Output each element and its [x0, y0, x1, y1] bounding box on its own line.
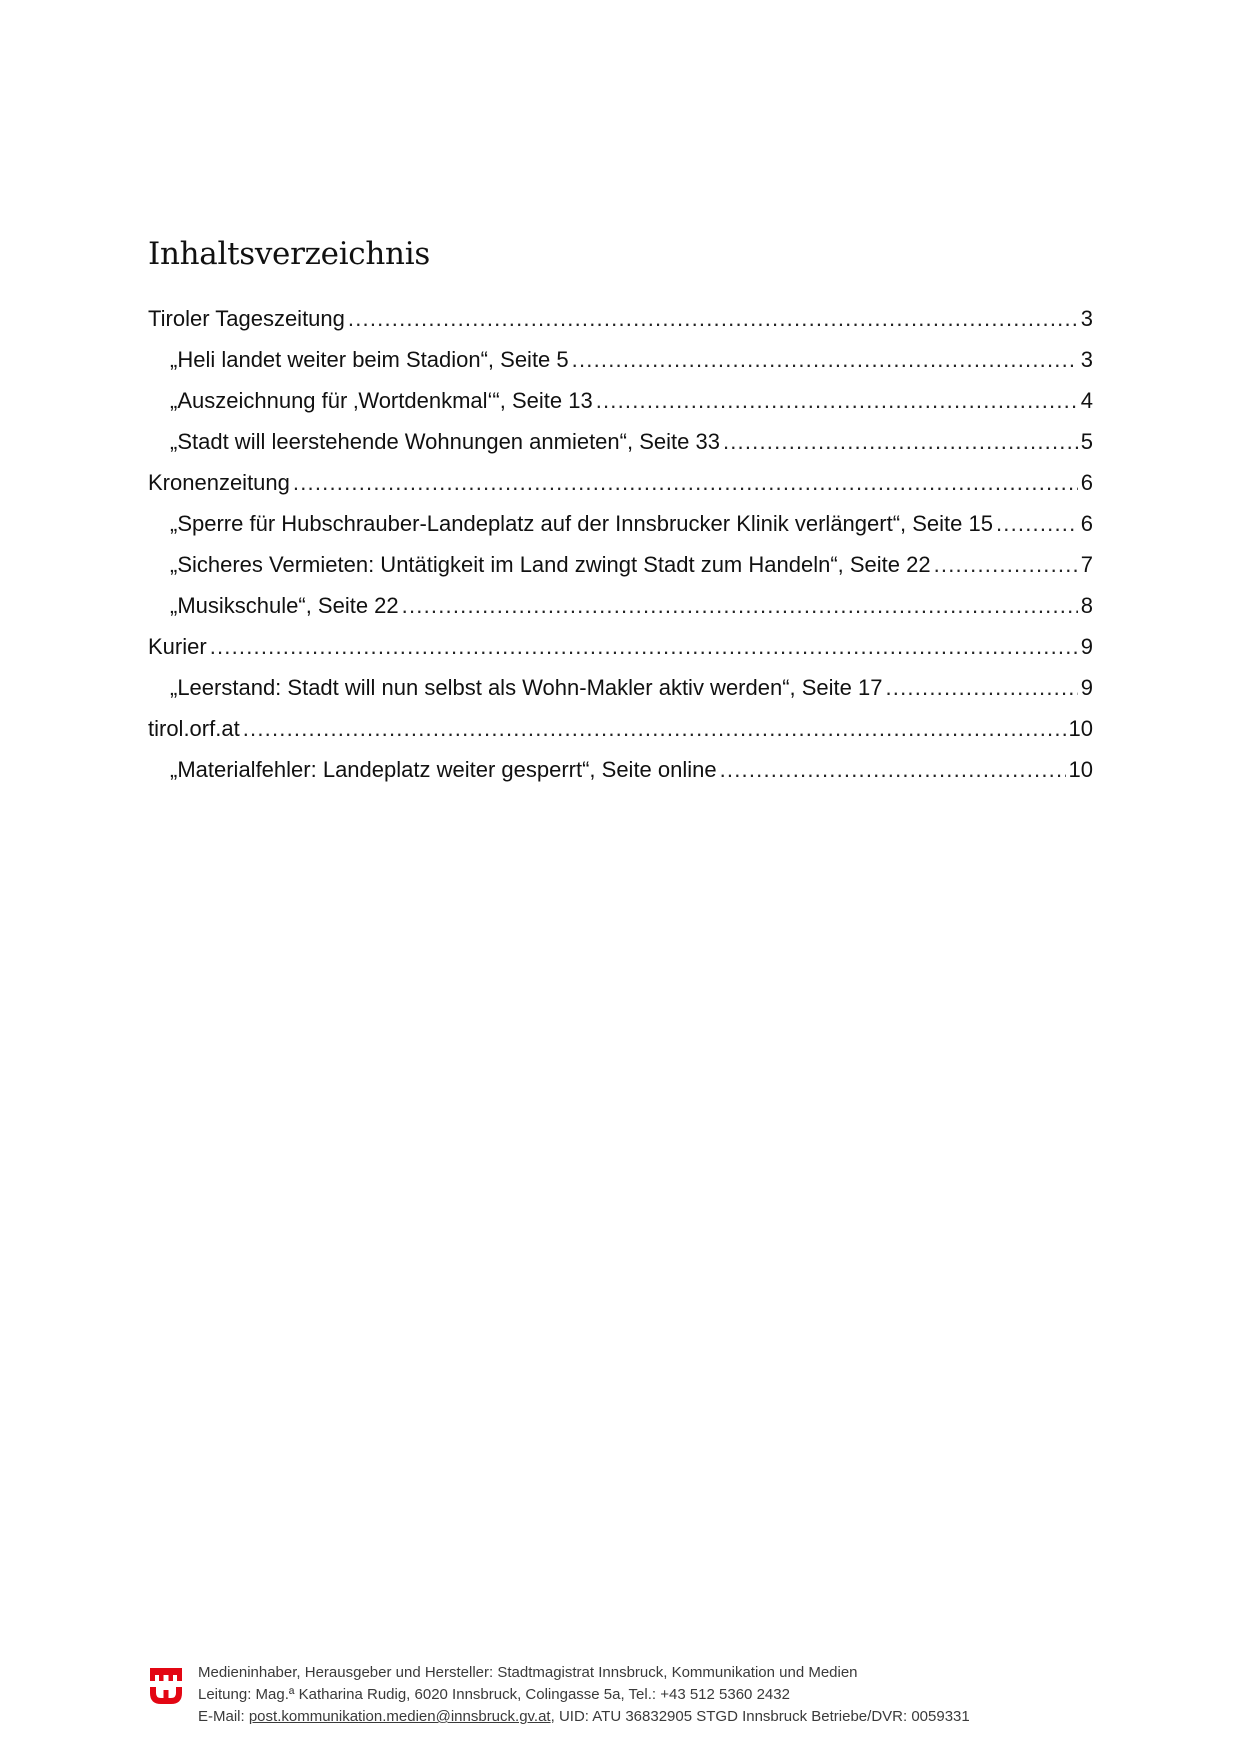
toc-entry-section[interactable] — [148, 470, 1093, 511]
footer-contact — [198, 1706, 970, 1728]
toc-dot-leader — [243, 716, 1066, 742]
toc-entry-article[interactable] — [148, 552, 1093, 593]
toc-entry-text: „Sperre für Hubschrauber-Landeplatz auf der Innsbrucker Klinik verlängert“, Seite 15 — [170, 511, 993, 536]
toc-page-number: 10 — [1068, 716, 1093, 741]
footer-email-link[interactable]: post.kommunikation.medien@innsbruck.gv.at — [248, 1708, 551, 1725]
toc-dot-leader — [996, 511, 1078, 537]
toc-page-number: 7 — [1080, 552, 1093, 577]
toc-entry-section[interactable] — [148, 716, 1093, 757]
toc-entry-text: „Heli landet weiter beim Stadion“, Seite 5 — [170, 347, 569, 372]
toc-page-number: 10 — [1068, 757, 1093, 782]
toc-entry-text: Kronenzeitung — [148, 470, 290, 495]
toc-dot-leader — [348, 306, 1078, 332]
toc-entry-section[interactable] — [148, 306, 1093, 347]
toc-dot-leader — [720, 757, 1066, 783]
toc-dot-leader — [934, 552, 1078, 578]
toc-entry-text: „Sicheres Vermieten: Untätigkeit im Land zwingt Stadt zum Handeln“, Seite 22 — [170, 552, 931, 577]
toc-entry-section[interactable] — [148, 634, 1093, 675]
toc-page-number: 9 — [1080, 675, 1093, 700]
toc-title: Inhaltsverzeichnis — [148, 236, 430, 272]
toc-page-number: 9 — [1080, 634, 1093, 659]
toc-dot-leader — [210, 634, 1078, 660]
toc-dot-leader — [723, 429, 1078, 455]
toc-entry-text: „Musikschule“, Seite 22 — [170, 593, 399, 618]
toc-entry-article[interactable] — [148, 347, 1093, 388]
toc-dot-leader — [886, 675, 1078, 701]
footer-management: Leitung: Mag.ª Katharina Rudig, 6020 Innsbruck, Colingasse 5a, Tel.: +43 512 5360 2432 — [198, 1686, 790, 1703]
toc-entry-text: Kurier — [148, 634, 207, 659]
innsbruck-logo-icon — [150, 1668, 182, 1706]
toc-dot-leader — [596, 388, 1078, 414]
toc-dot-leader — [572, 347, 1078, 373]
toc-page-number: 4 — [1080, 388, 1093, 413]
toc-entry-article[interactable] — [148, 675, 1093, 716]
toc-entry-article[interactable] — [148, 429, 1093, 470]
toc-entry-text: „Auszeichnung für ‚Wortdenkmal‘“, Seite 13 — [170, 388, 593, 413]
toc-page-number: 6 — [1080, 511, 1093, 536]
toc-page-number: 3 — [1080, 347, 1093, 372]
table-of-contents — [148, 306, 1093, 798]
toc-entry-text: „Stadt will leerstehende Wohnungen anmieten“, Seite 33 — [170, 429, 720, 454]
footer-publisher: Medieninhaber, Herausgeber und Hersteller: Stadtmagistrat Innsbruck, Kommunikation und Medien — [198, 1664, 858, 1681]
toc-page-number: 6 — [1080, 470, 1093, 495]
toc-entry-text: tirol.orf.at — [148, 716, 240, 741]
toc-entry-article[interactable] — [148, 593, 1093, 634]
toc-entry-text: „Leerstand: Stadt will nun selbst als Wohn-Makler aktiv werden“, Seite 17 — [170, 675, 883, 700]
toc-page-number: 8 — [1080, 593, 1093, 618]
toc-entry-text: „Materialfehler: Landeplatz weiter gesperrt“, Seite online — [170, 757, 717, 782]
toc-entry-article[interactable] — [148, 511, 1093, 552]
toc-entry-article[interactable] — [148, 388, 1093, 429]
toc-page-number: 5 — [1080, 429, 1093, 454]
toc-entry-text: Tiroler Tageszeitung — [148, 306, 345, 331]
toc-dot-leader — [402, 593, 1078, 619]
footer-imprint — [198, 1662, 970, 1728]
footer-email-label: E-Mail: — [198, 1708, 249, 1725]
footer-uid: , UID: ATU 36832905 STGD Innsbruck Betriebe/DVR: 0059331 — [550, 1708, 970, 1725]
toc-entry-article[interactable] — [148, 757, 1093, 798]
toc-page-number: 3 — [1080, 306, 1093, 331]
toc-dot-leader — [293, 470, 1078, 496]
